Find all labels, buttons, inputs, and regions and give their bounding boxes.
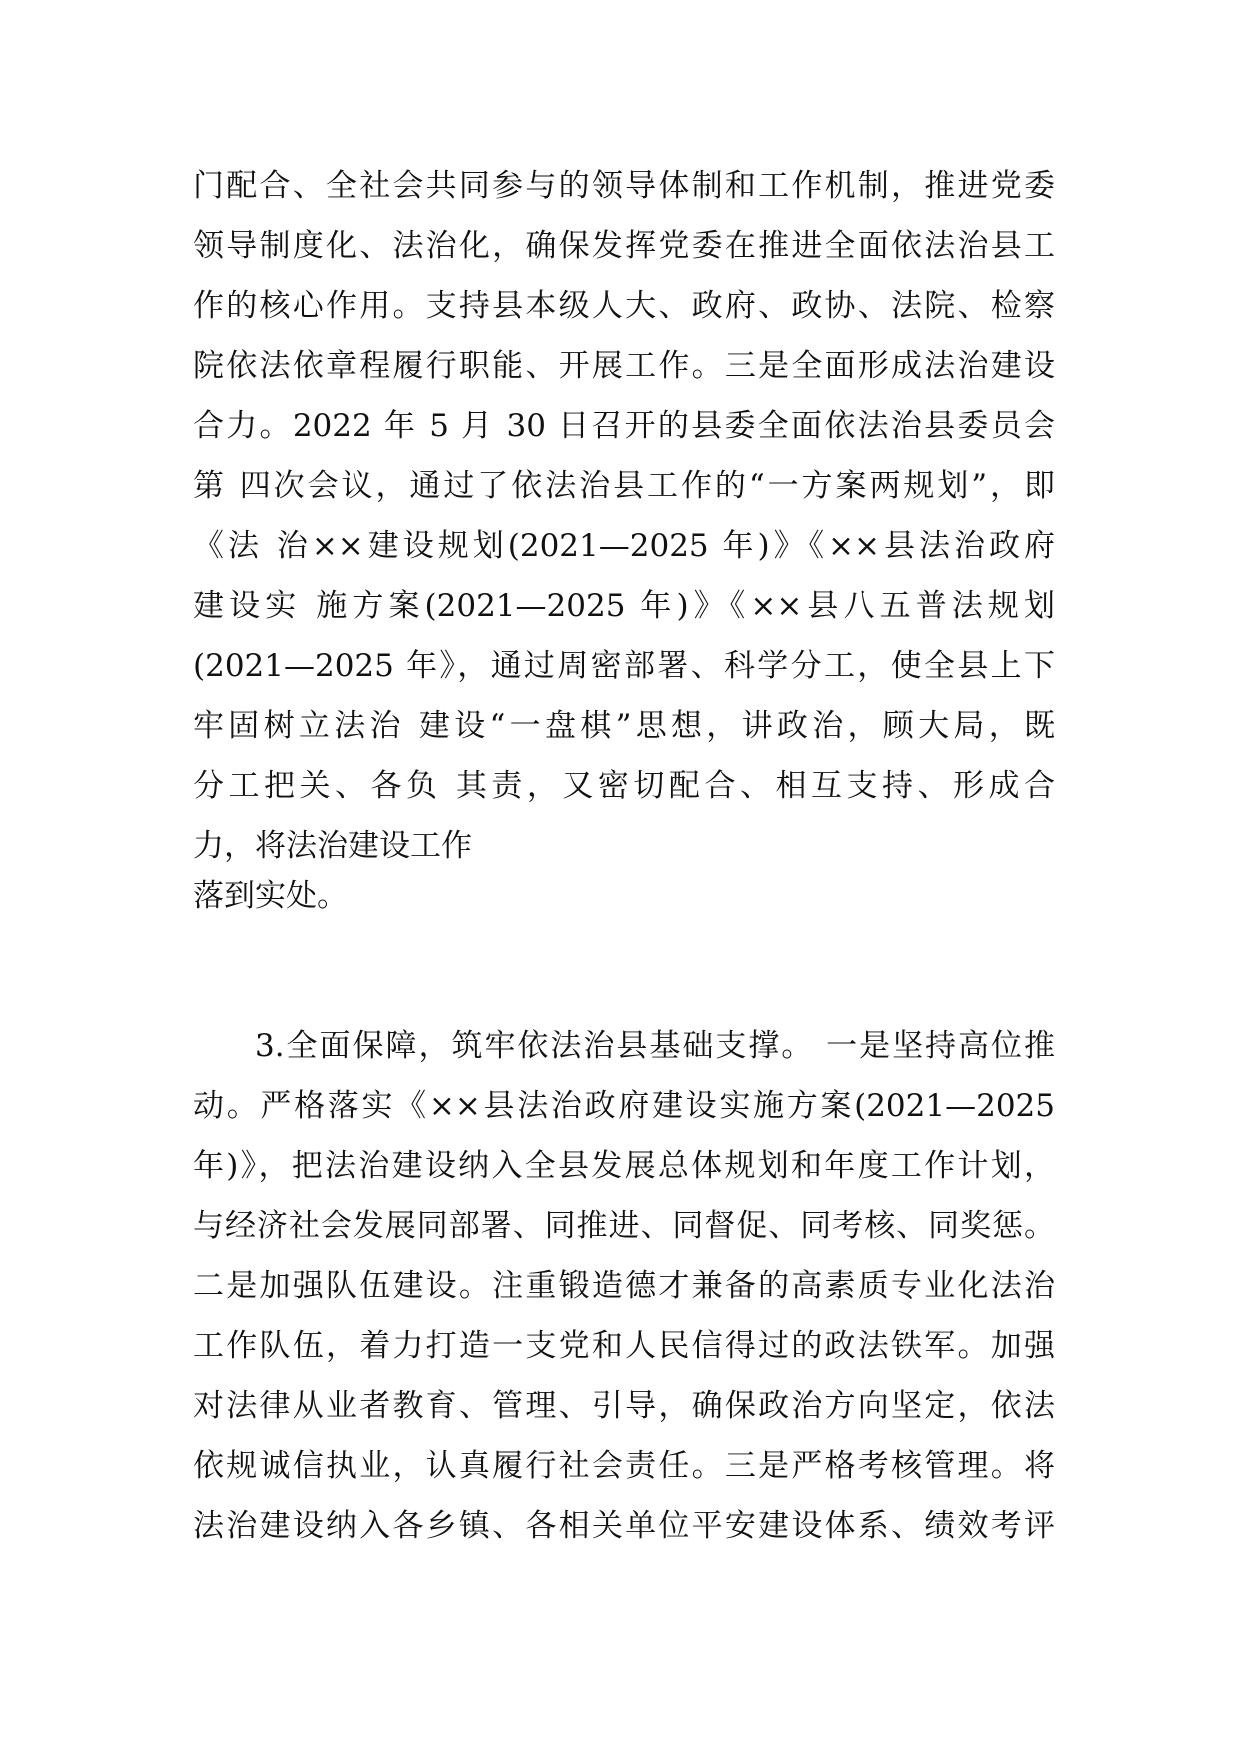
text-line: 落到实处。 [193, 878, 348, 914]
text-line: 年)》，把法治建设纳入全县发展总体规划和年度工作计划， [193, 1148, 1055, 1184]
text-line: 动。严格落实《××县法治政府建设实施方案(2021—2025 [193, 1088, 1055, 1124]
text-line: 领导制度化、法治化，确保发挥党委在推进全面依法治县工 [193, 228, 1055, 264]
text-line: 作的核心作用。支持县本级人大、政府、政协、法院、检察 [193, 288, 1055, 324]
text-line: 《法 治××建设规划(2021—2025 年)》《××县法治政府 [193, 528, 1055, 564]
text-line: 第 四次会议，通过了依法治县工作的“一方案两规划”，即 [193, 468, 1055, 504]
text-line: 力，将法治建设工作 [193, 828, 472, 864]
text-line: 门配合、全社会共同参与的领导体制和工作机制，推进党委 [193, 168, 1055, 204]
text-line: 二是加强队伍建设。注重锻造德才兼备的高素质专业化法治 [193, 1268, 1055, 1304]
section-heading-line: 3.全面保障，筑牢依法治县基础支撑。 一是坚持高位推 [255, 1028, 1055, 1064]
text-line: 与经济社会发展同部署、同推进、同督促、同考核、同奖惩。 [193, 1208, 1055, 1244]
text-line: (2021—2025 年》，通过周密部署、科学分工，使全县上下 [193, 648, 1055, 684]
text-line: 依规诚信执业，认真履行社会责任。三是严格考核管理。将 [193, 1448, 1055, 1484]
text-line: 法治建设纳入各乡镇、各相关单位平安建设体系、绩效考评 [193, 1508, 1055, 1544]
text-line: 分工把关、各负 其责，又密切配合、相互支持、形成合 [193, 768, 1055, 804]
text-line: 牢固树立法治 建设“一盘棋”思想，讲政治，顾大局，既 [193, 708, 1055, 744]
text-line: 合力。2022 年 5 月 30 日召开的县委全面依法治县委员会 [193, 408, 1055, 444]
text-line: 工作队伍，着力打造一支党和人民信得过的政法铁军。加强 [193, 1328, 1055, 1364]
text-line: 建设实 施方案(2021—2025 年)》《××县八五普法规划 [193, 588, 1055, 624]
text-line: 对法律从业者教育、管理、引导，确保政治方向坚定，依法 [193, 1388, 1055, 1424]
text-line: 院依法依章程履行职能、开展工作。三是全面形成法治建设 [193, 348, 1055, 384]
